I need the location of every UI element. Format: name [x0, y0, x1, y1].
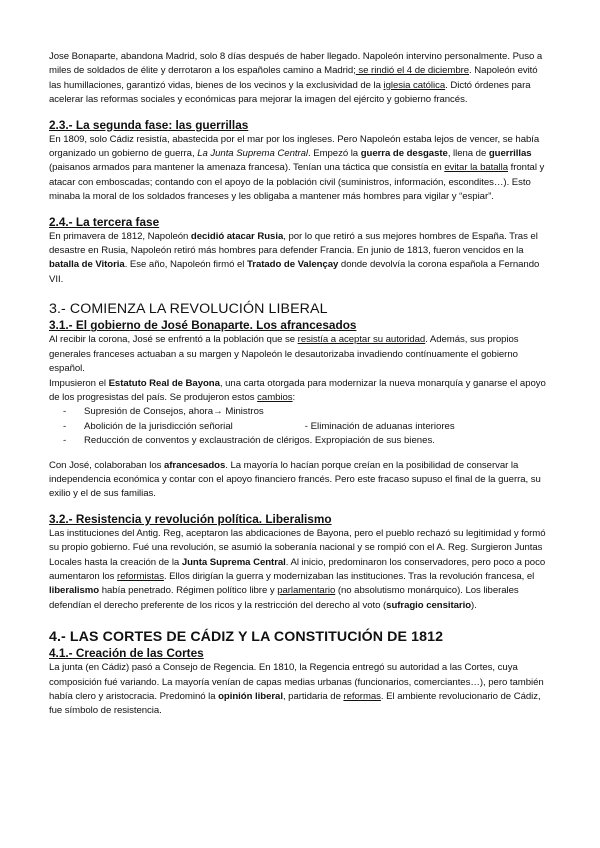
paragraph-tercera-fase: En primavera de 1812, Napoleón decidió atacar Rusia, por lo que retiró a sus mejores hombres de España. Tras el desastre en Rusia, Napoleón retiró más hombres para defender Francia. En junio de 1813, fueron vencidos en la batalla de Vitoria. Ese año, Napoleón firmó el Tratado de Valençay donde devolvía la corona española a Fernando VII. [49, 230, 540, 285]
heading-3-2: 3.2.- Resistencia y revolución política. Liberalismo [49, 511, 332, 526]
list-item: - Supresión de Consejos, ahora→ Ministros [49, 405, 548, 419]
paragraph-liberalismo: Las instituciones del Antig. Reg, aceptaron las abdicaciones de Bayona, pero el pueblo rechazó su legitimidad y formó su propio gobierno. Fué una revolución, se asumió la soberanía nacional y se rompió con el A. Reg. Surgieron Juntas Locales hasta la creación de la Junta Suprema Central. Al inicio, predominaron los conservadores, pero poco a poco aumentaron los reformistas. Ellos dirigían la guerra y modernizaban las instituciones. Tras la revolución francesa, el liberalismo había penetrado. Régimen político libre y parlamentario (no absolutismo monárquico). Los liberales defendían el derecho preferente de los ricos y la restricción del derecho al voto (sufragio censitario). [49, 527, 546, 611]
heading-2-4: 2.4.- La tercera fase [49, 214, 160, 229]
paragraph-guerrillas: En 1809, solo Cádiz resistía, abastecida por el mar por los ingleses. Pero Napoleón estaba lejos de vencer, se había organizado un gobierno de guerra, La Junta Suprema Central. Empezó la guerra de desgaste, llena de guerrillas (paisanos armados para mantener la amenaza francesa). Tenían una táctica que consistía en evitar la batalla frontal y atacar con emboscadas; contando con el apoyo de la población civil (suministros, información, escondites…). Esto minaba la moral de los soldados franceses y les obligaba a mantener más hombres para vigilar y “espiar”. [49, 133, 545, 203]
paragraph-afrancesados: Con José, colaboraban los afrancesados. La mayoría lo hacían porque creían en la posibilidad de conservar la independencia económica y contar con el apoyo financiero francés. Pero este fracaso supuso el final de la guerra, su exilio y el de sus familias. [49, 459, 541, 500]
heading-section-3: 3.- COMIENZA LA REVOLUCIÓN LIBERAL [49, 301, 328, 318]
heading-section-4: 4.- LAS CORTES DE CÁDIZ Y LA CONSTITUCIÓN DE 1812 [49, 629, 444, 646]
heading-2-3: 2.3.- La segunda fase: las guerrillas [49, 117, 249, 132]
list-item: - Reducción de conventos y exclaustración de clérigos. Expropiación de sus bienes. [49, 434, 548, 448]
paragraph-jose-abandona-madrid: Jose Bonaparte, abandona Madrid, solo 8 días después de haber llegado. Napoleón intervino personalmente. Puso a miles de soldados de élite y derrotaron a los españoles camino a Madrid; se rindió el 4 de diciembre. Napoleón evitó las humillaciones, garantizó vidas, bienes de los vecinos y la exclusividad de la iglesia católica. Dictó órdenes para acelerar las reformas sociales y económicas para mejorar la imagen del ejército y gobierno francés. [49, 51, 543, 106]
paragraph-recibir-corona: Al recibir la corona, José se enfrentó a la población que se resistía a aceptar su autoridad. Además, sus propios generales franceses actuaban a su margen y Napoleón le desautorizaba invadiendo contínuamente el gobierno español. [49, 334, 519, 375]
paragraph-creacion-cortes: La junta (en Cádiz) pasó a Consejo de Regencia. En 1810, la Regencia entregó su autoridad a las Cortes, cuya composición fué variando. La mayoría venían de capas medias urbanas (funcionarios, comerciantes…), pero también había clero y aristocracia. Predominó la opinión liberal, partidaria de reformas. El ambiente revolucionario de Cádiz, fue símbolo de resistencia. [49, 662, 544, 717]
paragraph-estatuto-bayona: Impusieron el Estatuto Real de Bayona, una carta otorgada para modernizar la nueva monarquía y ganarse el apoyo de los progresistas del país. Se produjeron estos cambios: [49, 377, 546, 403]
heading-4-1: 4.1.- Creación de las Cortes [49, 646, 204, 661]
changes-list [49, 405, 548, 448]
list-item: - Abolición de la jurisdicción señorial - Eliminación de aduanas interiores [49, 420, 548, 434]
heading-3-1: 3.1.- El gobierno de José Bonaparte. Los afrancesados [49, 318, 357, 333]
